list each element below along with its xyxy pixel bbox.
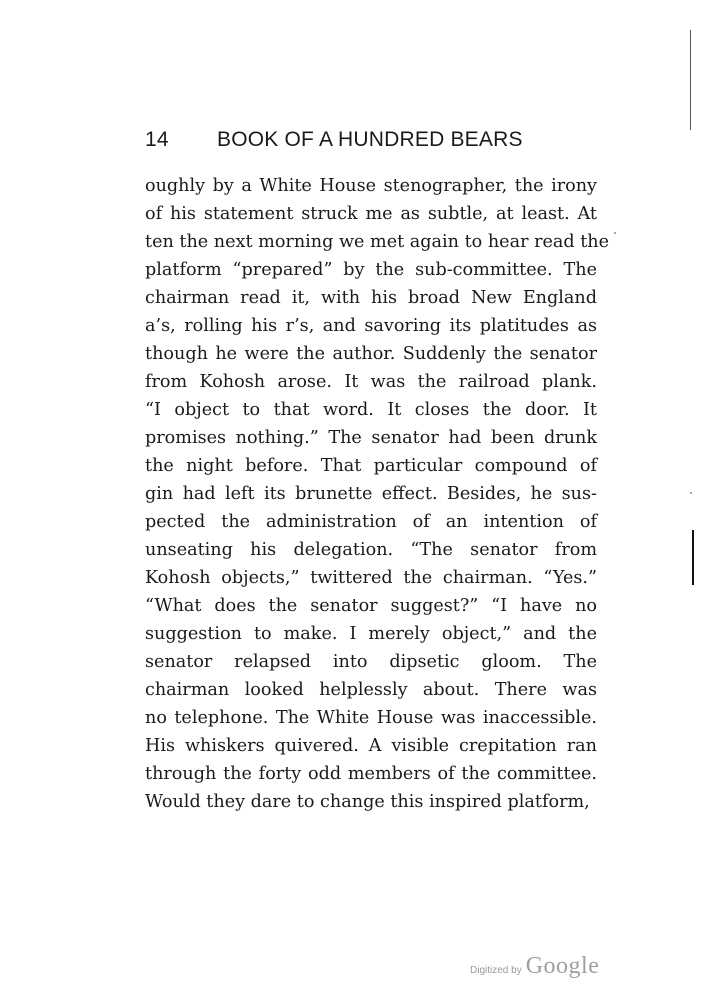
text-line: of his statement struck me as subtle, at least. At (145, 204, 597, 224)
scan-speck (690, 492, 692, 494)
text-line: the night before. That particular compound of (145, 456, 597, 476)
text-line: unseating his delegation. “The senator from (145, 540, 597, 560)
google-wordmark: Google (525, 953, 600, 979)
text-line: promises nothing.” The senator had been drunk (145, 428, 597, 448)
text-line: pected the administration of an intention of (145, 512, 597, 532)
digitized-label: Digitized by (470, 965, 522, 976)
running-title: BOOK OF A HUNDRED BEARS (217, 128, 523, 151)
digitization-watermark (470, 953, 599, 980)
text-line: His whiskers quivered. A visible crepitation ran (145, 736, 597, 756)
text-line: suggestion to make. I merely object,” and the (145, 624, 597, 644)
text-line: chairman read it, with his broad New England (145, 288, 597, 308)
text-line: ten the next morning we met again to hear read the (145, 232, 610, 252)
page-body (145, 172, 610, 816)
text-line: oughly by a White House stenographer, the irony (145, 176, 597, 196)
page-number: 14 (145, 128, 169, 151)
text-line: Kohosh objects,” twittered the chairman. “Yes.” (145, 568, 597, 588)
text-line: “I object to that word. It closes the door. It (145, 400, 597, 420)
text-line: through the forty odd members of the committee. (145, 764, 597, 784)
text-line: no telephone. The White House was inaccessible. (145, 708, 597, 728)
scan-speck (614, 232, 616, 234)
text-line: a’s, rolling his r’s, and savoring its platitudes as (145, 316, 597, 336)
scan-edge-mark (692, 530, 694, 585)
text-line: “What does the senator suggest?” “I have no (145, 596, 597, 616)
scan-edge-mark (690, 30, 691, 130)
text-line: gin had left its brunette effect. Besides, he sus- (145, 484, 597, 504)
text-line: though he were the author. Suddenly the senator (145, 344, 597, 364)
text-line: chairman looked helplessly about. There was (145, 680, 597, 700)
text-line: from Kohosh arose. It was the railroad plank. (145, 372, 597, 392)
text-line: platform “prepared” by the sub-committee. The (145, 260, 597, 280)
running-header (145, 128, 605, 152)
text-line: Would they dare to change this inspired platform, (145, 792, 590, 812)
text-line: senator relapsed into dipsetic gloom. The (145, 652, 597, 672)
